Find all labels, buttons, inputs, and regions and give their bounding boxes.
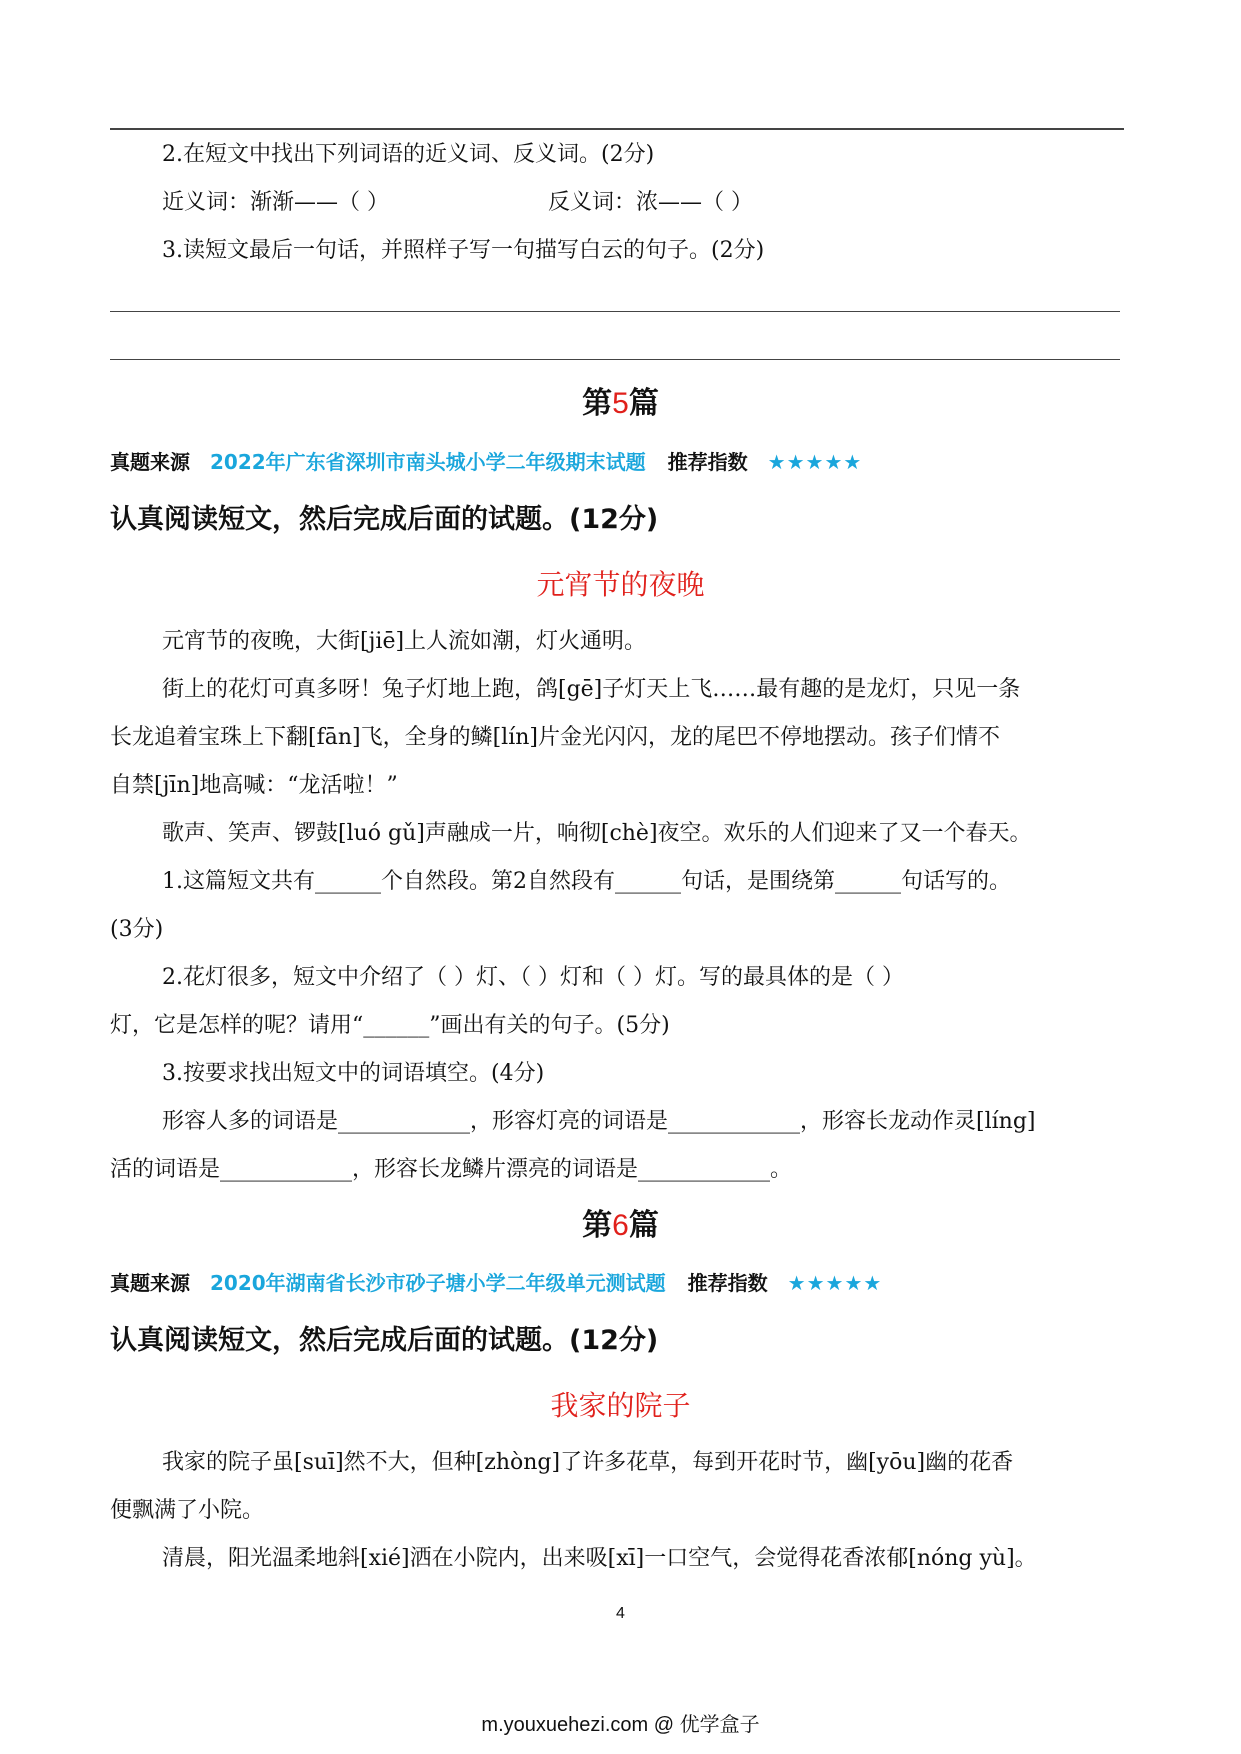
passage-5-source bbox=[110, 447, 862, 477]
question-3: 3.读短文最后一句话，并照样子写一句描写白云的句子。(2分) bbox=[162, 238, 765, 263]
recommend-label: 推荐指数 bbox=[687, 1271, 768, 1295]
p5-question-3-blanks-b[interactable]: 活的词语是____________，形容长龙鳞片漂亮的词语是____________。 bbox=[110, 1157, 793, 1182]
page-number: 4 bbox=[616, 1605, 625, 1622]
passage-5-title: 元宵节的夜晚 bbox=[536, 568, 705, 601]
passage-6-title: 我家的院子 bbox=[550, 1389, 691, 1422]
p5-question-2-cont[interactable]: 灯，它是怎样的呢？请用“______”画出有关的句子。(5分) bbox=[110, 1013, 670, 1038]
source-text: 2022年广东省深圳市南头城小学二年级期末试题 bbox=[210, 450, 646, 474]
passage-6-heading: 第6篇 bbox=[582, 1208, 659, 1243]
rating-stars-icon: ★★★★★ bbox=[787, 1271, 883, 1295]
antonym-blank[interactable]: 反义词：浓——（ ） bbox=[548, 190, 753, 215]
passage-5-heading: 第5篇 bbox=[582, 386, 659, 421]
p5-question-3: 3.按要求找出短文中的词语填空。(4分) bbox=[162, 1061, 545, 1086]
p5-question-1[interactable]: 1.这篇短文共有______个自然段。第2自然段有______句话，是围绕第______句话写的。 bbox=[162, 869, 1011, 894]
p5-question-3-blanks-a[interactable]: 形容人多的词语是____________，形容灯亮的词语是____________，形容长龙动作灵[líng] bbox=[162, 1109, 1036, 1134]
p5-line-2: 街上的花灯可真多呀！兔子灯地上跑，鸽[gē]子灯天上飞……最有趣的是龙灯，只见一条 bbox=[162, 677, 1021, 702]
p5-line-4: 自禁[jīn]地高喊：“龙活啦！” bbox=[110, 773, 398, 798]
p5-line-3: 长龙追着宝珠上下翻[fān]飞，全身的鳞[lín]片金光闪闪，龙的尾巴不停地摆动。孩子们情不 bbox=[110, 725, 1001, 750]
rating-stars-icon: ★★★★★ bbox=[767, 450, 863, 474]
p6-line-3: 清晨，阳光温柔地斜[xié]洒在小院内，出来吸[xī]一口空气，会觉得花香浓郁[nóng yù]。 bbox=[162, 1546, 1037, 1571]
passage-5-instruction: 认真阅读短文，然后完成后面的试题。(12分) bbox=[110, 504, 659, 535]
p6-line-1: 我家的院子虽[suī]然不大，但种[zhòng]了许多花草，每到开花时节，幽[yōu]幽的花香 bbox=[162, 1450, 1014, 1475]
recommend-label: 推荐指数 bbox=[667, 450, 748, 474]
p6-line-2: 便飘满了小院。 bbox=[110, 1498, 265, 1523]
source-label: 真题来源 bbox=[110, 450, 190, 474]
p5-question-2[interactable]: 2.花灯很多，短文中介绍了（ ）灯、（ ）灯和（ ）灯。写的最具体的是（ ） bbox=[162, 965, 904, 990]
source-label: 真题来源 bbox=[110, 1271, 190, 1295]
footer-watermark: m.youxuehezi.com @ 优学盒子 bbox=[481, 1714, 760, 1736]
question-2: 2.在短文中找出下列词语的近义词、反义词。(2分) bbox=[162, 142, 655, 167]
p5-line-1: 元宵节的夜晚，大街[jiē]上人流如潮，灯火通明。 bbox=[162, 629, 647, 654]
passage-6-source bbox=[110, 1268, 882, 1298]
p5-line-5: 歌声、笑声、锣鼓[luó gǔ]声融成一片，响彻[chè]夜空。欢乐的人们迎来了又一个春天。 bbox=[162, 821, 1032, 846]
answer-line-1[interactable] bbox=[110, 311, 1120, 312]
top-rule bbox=[110, 128, 1124, 130]
p5-question-1-score: (3分) bbox=[110, 917, 164, 942]
synonym-blank[interactable]: 近义词：渐渐——（ ） bbox=[162, 190, 389, 215]
answer-line-2[interactable] bbox=[110, 359, 1120, 360]
source-text: 2020年湖南省长沙市砂子塘小学二年级单元测试题 bbox=[210, 1271, 666, 1295]
passage-6-instruction: 认真阅读短文，然后完成后面的试题。(12分) bbox=[110, 1325, 659, 1356]
